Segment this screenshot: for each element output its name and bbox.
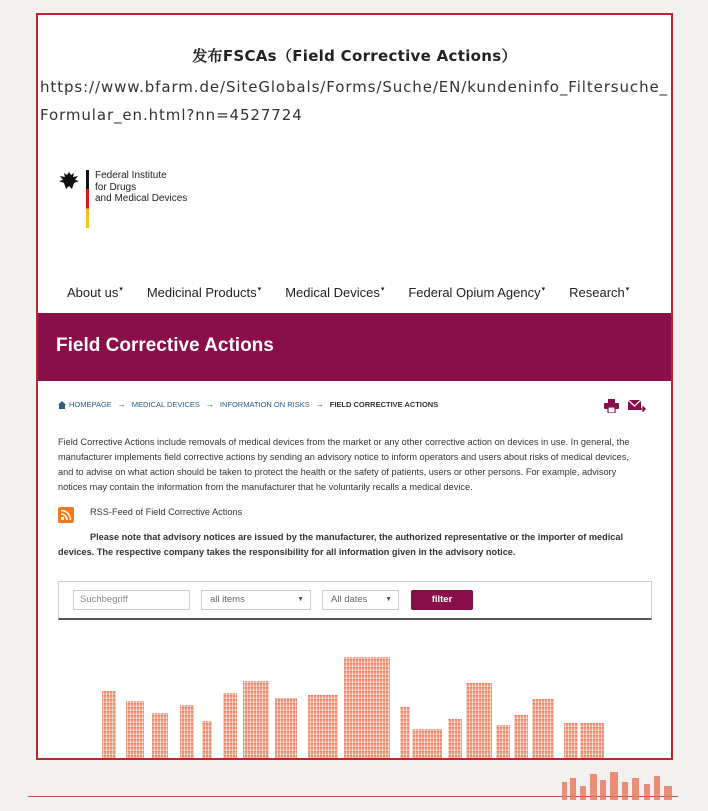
dates-select-value: All dates (331, 594, 368, 605)
nav-item-research[interactable] (569, 285, 629, 300)
breadcrumb-separator: → (205, 400, 214, 409)
nav-item-label: Research (569, 285, 625, 300)
home-icon (58, 401, 66, 409)
breadcrumb-item-medical-devices[interactable]: MEDICAL DEVICES (131, 400, 200, 409)
nav-item-medicinal-products[interactable] (147, 285, 261, 300)
breadcrumb-separator: → (117, 400, 126, 409)
chevron-down-icon: ▾ (625, 286, 630, 293)
breadcrumb-item-current: FIELD CORRECTIVE ACTIONS (329, 400, 439, 409)
breadcrumb-item-information-on-risks[interactable]: INFORMATION ON RISKS (219, 400, 310, 409)
article-frame (36, 13, 673, 760)
hero-banner (38, 313, 671, 381)
breadcrumb-separator: → (315, 400, 324, 409)
skyline-decoration (38, 643, 671, 758)
print-icon[interactable] (604, 399, 619, 413)
logo-text (95, 170, 187, 228)
advisory-notice: Please note that advisory notices are issued by the manufacturer, the authorized representative or the importer of medical devices. The respective company takes the responsibility for all information given in the advisory notice. (58, 532, 624, 557)
chevron-down-icon: ▾ (380, 286, 385, 293)
nav-item-label: Medicinal Products (146, 285, 257, 300)
bfarm-logo[interactable] (58, 170, 187, 228)
nav-item-federal-opium-agency[interactable] (408, 285, 545, 300)
rss-feed-link[interactable]: RSS-Feed of Field Corrective Actions (90, 507, 243, 517)
nav-item-about-us[interactable] (67, 285, 123, 300)
article-url[interactable]: https://www.bfarm.de/SiteGlobals/Forms/Suche/EN/kundeninfo_Filtersuche_Formular_en.html?nn=4527724 (40, 78, 669, 124)
items-select[interactable] (201, 590, 311, 610)
rss-glyph-icon (58, 507, 74, 523)
dates-select[interactable] (322, 590, 399, 610)
chevron-down-icon: ▼ (297, 596, 304, 603)
logo-line: and Medical Devices (95, 193, 188, 204)
chevron-down-icon: ▾ (119, 286, 123, 293)
nav-item-medical-devices[interactable] (285, 285, 384, 300)
eagle-icon (58, 170, 80, 192)
footer-skyline-decoration (560, 768, 680, 800)
german-flag-bar (86, 170, 89, 228)
article-title: 发布FSCAs（Field Corrective Actions） (192, 47, 517, 65)
intro-text: Field Corrective Actions include removals of medical devices from the market or any other corrective action on devices in use. In general, the manufacturer implements field corrective actions by sending an advisory notice to inform operators and users about risks of medical devices, and to advise on what action should be taken to protect the health or the safety of patients, users or other persons. For example, advisory notices may contain the information from the manufacturer that he voluntarily recalls a medical device. (58, 437, 630, 492)
search-input[interactable]: Suchbegriff (73, 590, 190, 610)
breadcrumb-item-homepage[interactable]: HOMEPAGE (69, 400, 112, 409)
chevron-down-icon: ▼ (385, 596, 392, 603)
logo-line: Federal Institute (95, 170, 167, 181)
rss-icon[interactable] (58, 507, 74, 523)
chevron-down-icon: ▾ (257, 286, 262, 293)
logo-line: for Drugs (95, 181, 137, 193)
breadcrumb (58, 400, 438, 409)
items-select-value: all items (210, 594, 245, 605)
nav-item-label: Federal Opium Agency (408, 285, 541, 300)
nav-item-label: Medical Devices (285, 285, 380, 300)
nav-item-label: About us (67, 285, 119, 300)
chevron-down-icon: ▾ (541, 286, 546, 293)
filter-button[interactable]: filter (411, 590, 473, 610)
mail-forward-icon[interactable] (628, 399, 647, 413)
filter-form (58, 581, 652, 620)
page-title: Field Corrective Actions (56, 335, 274, 356)
main-nav (67, 285, 653, 300)
